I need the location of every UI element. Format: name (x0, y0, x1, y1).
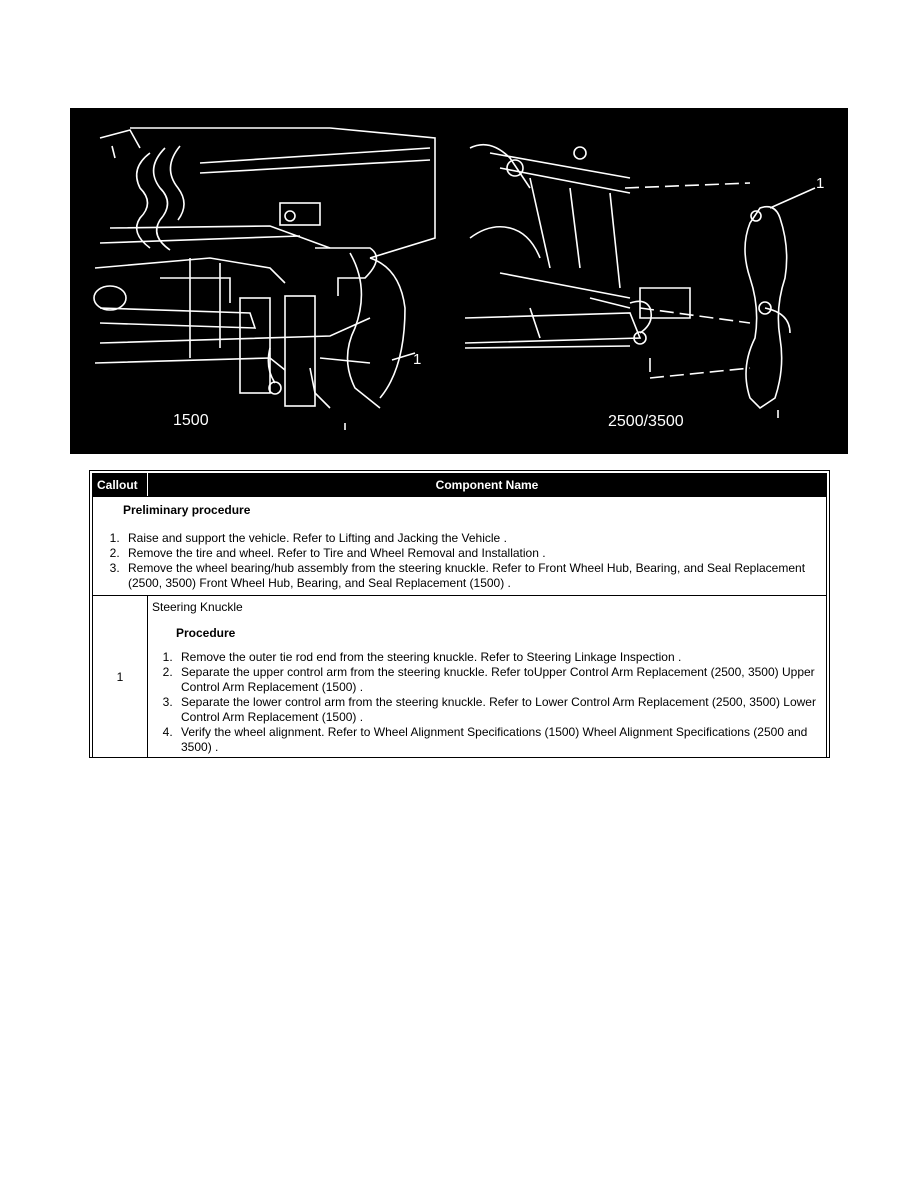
table-row (93, 596, 827, 758)
label-1500: 1500 (173, 412, 209, 429)
preliminary-step: 1. Raise and support the vehicle. Refer to Lifting and Jacking the Vehicle . (123, 531, 820, 546)
procedure-step: 3. Separate the lower control arm from the steering knuckle. Refer to Lower Control Arm Replacement (2500, 3500) Lower Control Arm Replacement (1500) . (176, 695, 822, 725)
line-drawing (70, 108, 848, 454)
component-name: Steering Knuckle (152, 600, 243, 614)
procedure-step: 4. Verify the wheel alignment. Refer to Wheel Alignment Specifications (1500) Wheel Alignment Specifications (2500 and 3500) . (176, 725, 822, 755)
component-cell (148, 596, 827, 758)
header-callout: Callout (93, 474, 148, 497)
callout-number-right: 1 (816, 175, 825, 192)
component-table-frame (89, 470, 830, 758)
callout-number-left: 1 (413, 351, 422, 368)
procedure-step: 2. Separate the upper control arm from the steering knuckle. Refer toUpper Control Arm Replacement (2500, 3500) Upper Control Arm Replacement (1500) . (176, 665, 822, 695)
preliminary-steps (101, 531, 820, 591)
suspension-illustration (70, 108, 848, 454)
header-component-name: Component Name (148, 474, 827, 497)
illustration-2500-3500 (465, 145, 815, 418)
preliminary-step: 3. Remove the wheel bearing/hub assembly from the steering knuckle. Refer to Front Wheel Hub, Bearing, and Seal Replacement (2500, 3500) Front Wheel Hub, Bearing, and Seal Replacement (1500) . (123, 561, 820, 591)
preliminary-cell (93, 497, 827, 596)
callout-cell: 1 (93, 596, 148, 758)
procedure-step: 1. Remove the outer tie rod end from the steering knuckle. Refer to Steering Linkage Inspection . (176, 650, 822, 665)
preliminary-title: Preliminary procedure (123, 503, 251, 517)
procedure-steps (152, 650, 822, 755)
component-table (92, 473, 827, 758)
label-2500-3500: 2500/3500 (608, 413, 684, 430)
procedure-title: Procedure (176, 626, 236, 640)
preliminary-row (93, 497, 827, 596)
table-header-row (93, 474, 827, 497)
illustration-1500 (94, 128, 435, 430)
preliminary-step: 2. Remove the tire and wheel. Refer to Tire and Wheel Removal and Installation . (123, 546, 820, 561)
